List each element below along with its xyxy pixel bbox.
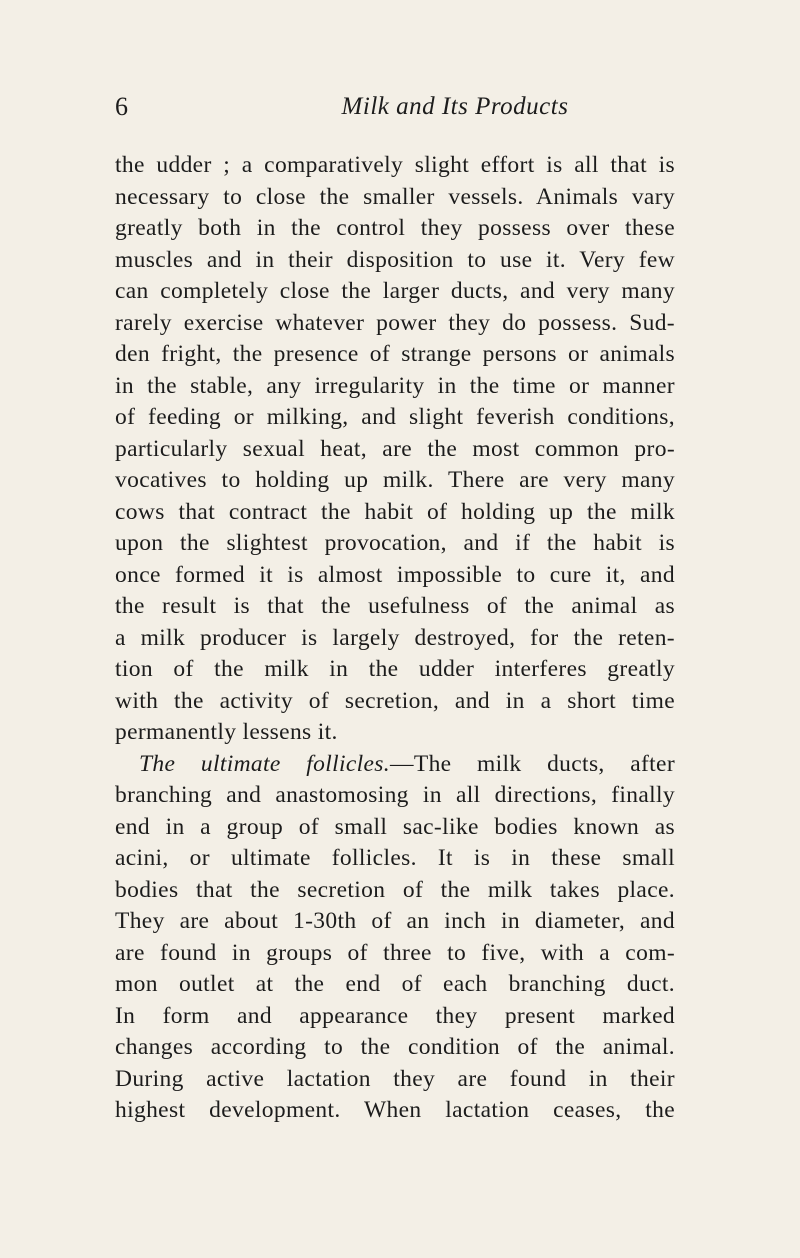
text-line: den fright, the presence of strange persons or animals <box>115 341 675 367</box>
text-line: tion of the milk in the udder interferes greatly <box>115 656 675 682</box>
text-line: once formed it is almost impossible to cure it, and <box>115 561 675 588</box>
running-head <box>115 90 675 124</box>
text-line: vocatives to holding up milk. There are very many <box>115 467 675 493</box>
text-line: a milk producer is largely destroyed, for the reten- <box>115 624 675 651</box>
text-line: particularly sexual heat, are the most common pro- <box>115 435 675 462</box>
paragraph-2-first-line <box>115 749 675 781</box>
text-line: necessary to close the smaller vessels. Animals vary <box>115 183 675 210</box>
text-line: acini, or ultimate follicles. It is in these small <box>115 845 675 871</box>
text-line: muscles and in their disposition to use it. Very few <box>115 246 675 273</box>
text-line: changes according to the condition of the animal. <box>115 1034 675 1060</box>
text-line: of feeding or milking, and slight feverish conditions, <box>115 404 675 430</box>
page-number: 6 <box>115 92 128 121</box>
body-text <box>115 150 675 1127</box>
text-line: the result is that the usefulness of the animal as <box>115 593 675 619</box>
text-line: In form and appearance they present marked <box>115 1002 675 1029</box>
text-line: end in a group of small sac-like bodies known as <box>115 813 675 840</box>
text-line: bodies that the secretion of the milk takes place. <box>115 876 675 903</box>
text-line: permanently lessens it. <box>115 719 338 745</box>
paragraph-2 <box>115 749 675 1127</box>
text-line: mon outlet at the end of each branching duct. <box>115 971 675 997</box>
text-line: branching and anastomosing in all directions, finally <box>115 782 675 808</box>
section-heading: The ultimate follicles. <box>139 750 391 777</box>
text-line: highest development. When lactation ceases, the <box>115 1097 675 1123</box>
text-line: cows that contract the habit of holding up the milk <box>115 498 675 525</box>
text-line: in the stable, any irregularity in the time or manner <box>115 372 675 399</box>
text-line: can completely close the larger ducts, and very many <box>115 278 675 304</box>
text-line: are found in groups of three to five, with a com- <box>115 939 675 966</box>
text-line: with the activity of secretion, and in a short time <box>115 687 675 714</box>
text-line: greatly both in the control they possess over these <box>115 215 675 241</box>
text-line: During active lactation they are found in their <box>115 1065 675 1092</box>
running-title: Milk and Its Products <box>341 93 569 120</box>
text-line: They are about 1-30th of an inch in diameter, and <box>115 908 675 934</box>
text-line: rarely exercise whatever power they do possess. Sud- <box>115 309 675 336</box>
text-line: the udder ; a comparatively slight effort is all that is <box>115 152 675 178</box>
text-line: upon the slightest provocation, and if the habit is <box>115 530 675 556</box>
paragraph-1 <box>115 150 675 749</box>
paragraph-2-first-line-text: —The milk ducts, after <box>390 750 676 777</box>
